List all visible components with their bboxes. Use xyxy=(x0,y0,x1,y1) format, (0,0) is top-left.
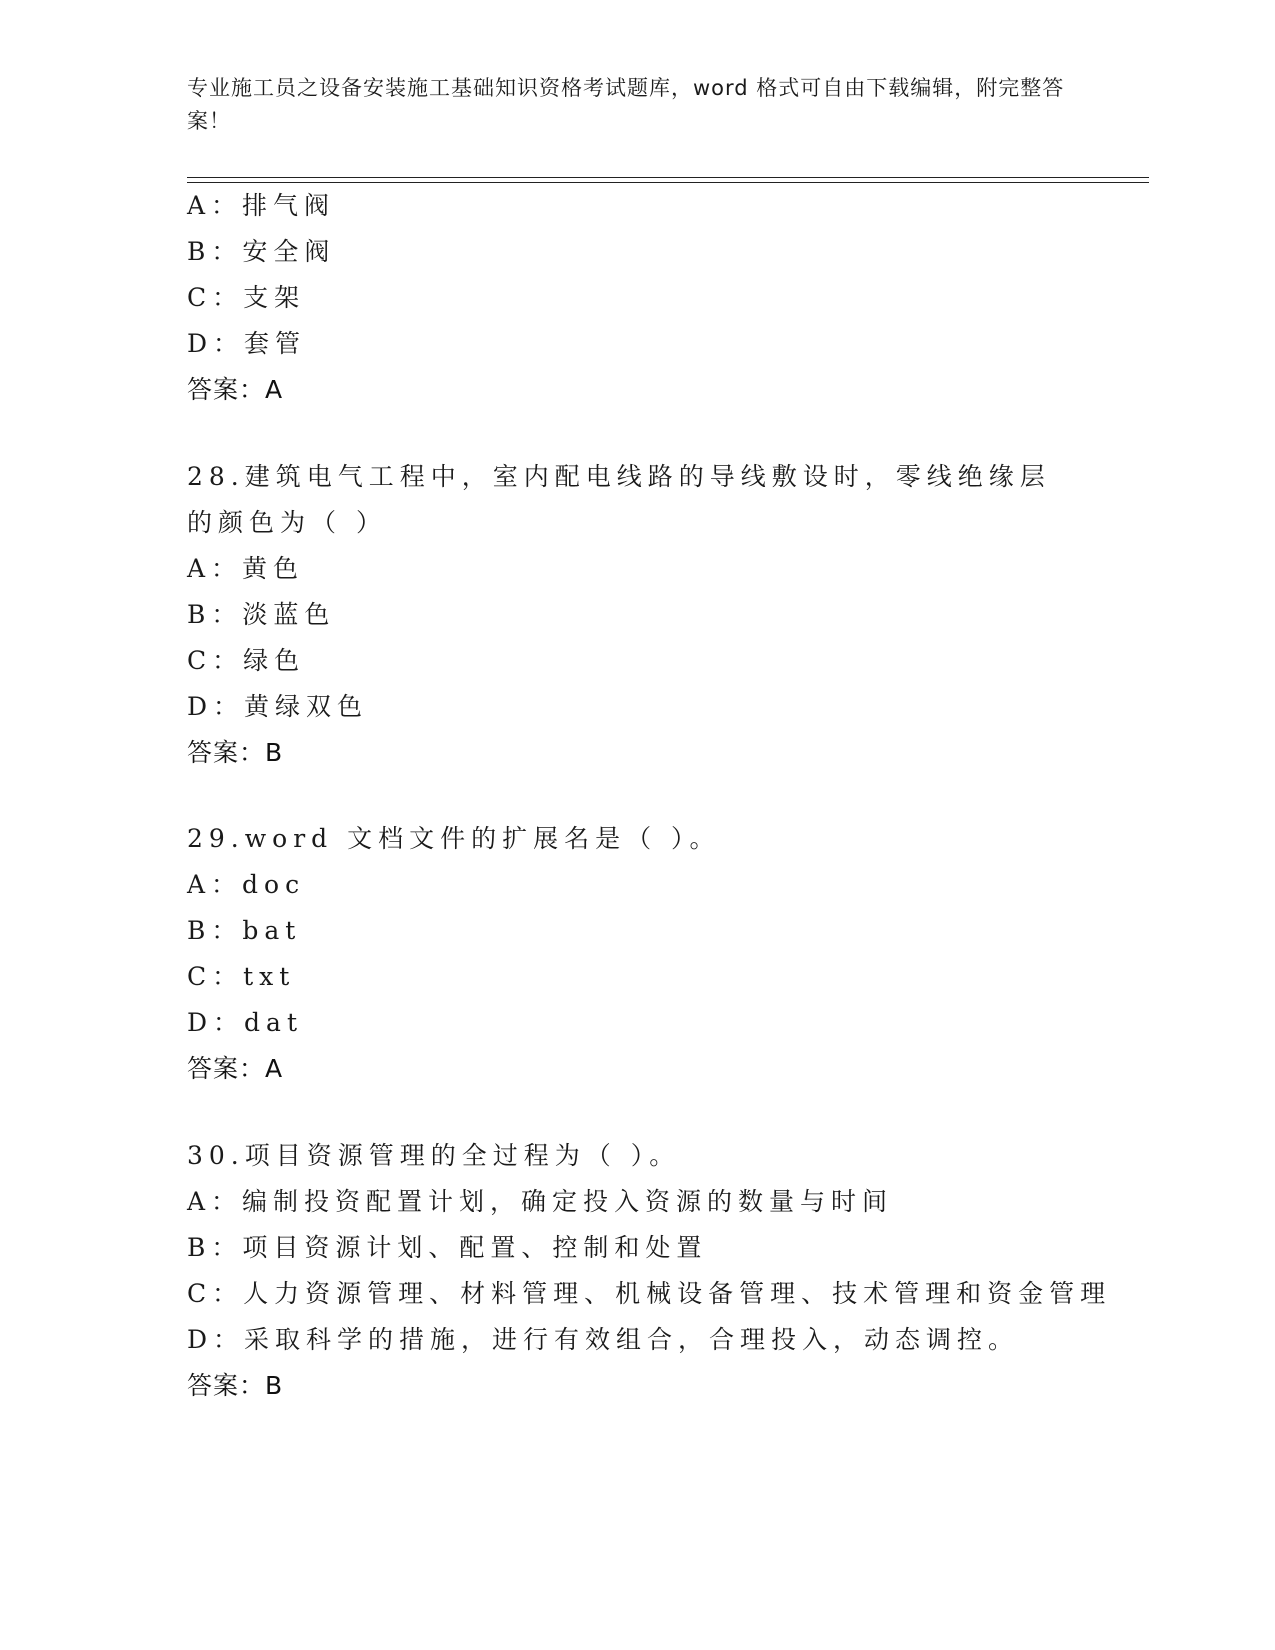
option-c: C：txt xyxy=(187,962,296,991)
question-27 xyxy=(187,183,1087,413)
question-29 xyxy=(187,816,1087,1092)
option-d: D：dat xyxy=(187,1008,303,1037)
document-header: 专业施工员之设备安装施工基础知识资格考试题库，word 格式可自由下载编辑，附完整答案！ xyxy=(187,76,1065,133)
question-text: 28.建筑电气工程中，室内配电线路的导线敷设时，零线绝缘层的颜色为（ ） xyxy=(187,462,1051,537)
option-c: C：支架 xyxy=(187,283,306,312)
question-text: 30.项目资源管理的全过程为（ ）。 xyxy=(187,1141,681,1170)
question-28 xyxy=(187,454,1067,776)
option-d: D：套管 xyxy=(187,329,307,358)
answer: 答案：B xyxy=(187,738,284,767)
option-c: C：人力资源管理、材料管理、机械设备管理、技术管理和资金管理 xyxy=(187,1279,1112,1308)
question-30 xyxy=(187,1133,1112,1409)
option-b: B：项目资源计划、配置、控制和处置 xyxy=(187,1233,708,1262)
option-a: A：黄色 xyxy=(187,554,305,583)
option-a: A：编制投资配置计划，确定投入资源的数量与时间 xyxy=(187,1187,894,1216)
option-b: B：安全阀 xyxy=(187,237,336,266)
option-d: D：黄绿双色 xyxy=(187,692,369,721)
option-a: A：排气阀 xyxy=(187,191,336,220)
option-b: B：淡蓝色 xyxy=(187,600,336,629)
answer: 答案：A xyxy=(187,375,284,404)
option-c: C：绿色 xyxy=(187,646,306,675)
answer: 答案：B xyxy=(187,1371,284,1400)
option-b: B：bat xyxy=(187,916,302,945)
header-divider-top xyxy=(187,177,1149,178)
question-text: 29.word 文档文件的扩展名是（ ）。 xyxy=(187,824,721,853)
answer: 答案：A xyxy=(187,1054,284,1083)
option-a: A：doc xyxy=(187,870,306,899)
option-d: D：采取科学的措施，进行有效组合，合理投入，动态调控。 xyxy=(187,1325,1020,1354)
